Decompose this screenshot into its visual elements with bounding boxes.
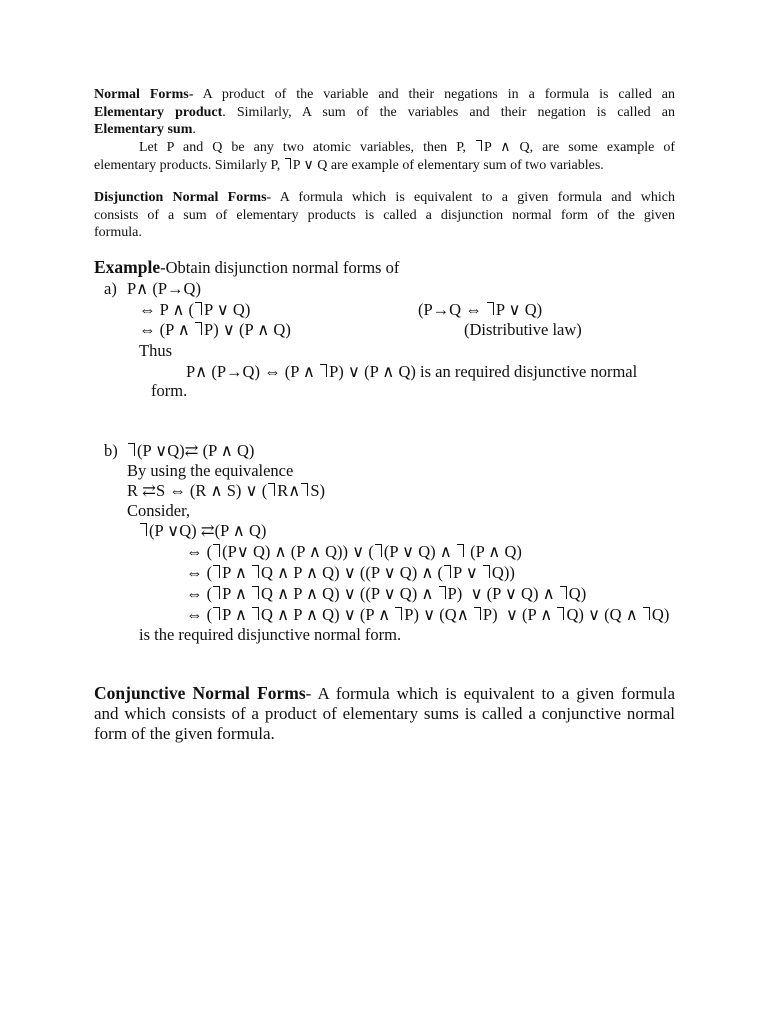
negation-symbol [439, 586, 446, 599]
dnf-def-line-2: consists of a sum of elementary products is called a disjunction normal form of the given [94, 208, 675, 223]
negation-symbol [213, 565, 220, 578]
negation-symbol [195, 322, 202, 335]
elementary-product-term: Elementary product [94, 105, 223, 120]
dnf-term: Disjunction Normal Forms [94, 190, 267, 205]
elementary-sum-term: Elementary sum [94, 122, 193, 137]
normal-forms-line-2: Elementary product. Similarly, A sum of the variables and their negation is called an [94, 105, 675, 120]
part-a-step-1: ⇔ P ∧ ( P ∨ Q) [139, 300, 251, 319]
normal-forms-term: Normal Forms- [94, 87, 194, 102]
part-b-consider-expr: (P ∨Q) ⇄(P ∧ Q) [139, 521, 266, 541]
xor-symbol: ⇄ [200, 521, 215, 540]
negation-symbol [301, 483, 308, 496]
negation-symbol [557, 607, 564, 620]
negation-symbol [195, 302, 202, 315]
negation-symbol [375, 544, 382, 557]
part-b-step-4: ⇔ ( P ∧ Q ∧ P ∧ Q) ∨ (P ∧ P) ∨ (Q∧ P) ∨ (P ∧ Q) ∨ (Q ∧ Q) [186, 605, 670, 624]
normal-forms-line-4: Let P and Q be any two atomic variables, then P, P ∧ Q, are some example of [139, 140, 675, 155]
negation-symbol [474, 607, 481, 620]
negation-symbol [444, 565, 451, 578]
cnf-term: Conjunctive Normal Forms [94, 683, 306, 703]
negation-symbol [252, 565, 259, 578]
part-b-label: b) [104, 441, 118, 460]
negation-symbol [476, 140, 482, 151]
part-a-thus: Thus [139, 341, 172, 360]
part-b-equivalence: R ⇄S ⇔ (R ∧ S) ∨ ( R∧ S) [127, 481, 325, 500]
negation-symbol [320, 364, 327, 377]
negation-symbol [128, 443, 135, 456]
negation-symbol [213, 586, 220, 599]
negation-symbol [285, 158, 291, 169]
negation-symbol [268, 483, 275, 496]
negation-symbol [213, 544, 220, 557]
part-b-expression: (P ∨Q)⇄ (P ∧ Q) [127, 441, 254, 461]
example-heading: Example-Obtain disjunction normal forms of [94, 257, 400, 277]
dnf-def-line-3: formula. [94, 225, 142, 240]
part-a-conclusion-end: form. [151, 381, 188, 400]
xor-symbol: ⇄ [142, 481, 156, 500]
cnf-def-line-1: Conjunctive Normal Forms- A formula which is equivalent to a given formula [94, 683, 675, 703]
part-a-step-2: ⇔ (P ∧ P) ∨ (P ∧ Q) [139, 320, 291, 339]
part-b-using: By using the equivalence [127, 461, 294, 480]
dnf-def-line-1: Disjunction Normal Forms- A formula which is equivalent to a given formula and which [94, 190, 675, 205]
part-b-consider: Consider, [127, 501, 191, 520]
negation-symbol [560, 586, 567, 599]
xor-symbol: ⇄ [184, 441, 199, 460]
negation-symbol [213, 607, 220, 620]
part-b-step-1: ⇔ ( (P∨ Q) ∧ (P ∧ Q)) ∨ ( (P ∨ Q) ∧ (P ∧ Q) [186, 542, 522, 561]
cnf-def-line-2: and which consists of a product of elementary sums is called a conjunctive normal [94, 704, 675, 723]
negation-symbol [395, 607, 402, 620]
normal-forms-line-1: Normal Forms- A product of the variable and their negations in a formula is called an [94, 87, 675, 102]
normal-forms-line-3: Elementary sum. [94, 122, 196, 137]
negation-symbol [643, 607, 650, 620]
part-a-conclusion: P∧ (P→Q) ⇔ (P ∧ P) ∨ (P ∧ Q) is an required disjunctive normal [186, 362, 638, 381]
part-a-step-2-note: (Distributive law) [464, 320, 582, 339]
negation-symbol [252, 607, 259, 620]
negation-symbol [252, 586, 259, 599]
normal-forms-line-5: elementary products. Similarly P, P ∨ Q are example of elementary sum of two variables. [94, 158, 604, 173]
part-a-label: a) [104, 279, 117, 298]
part-a-step-1-note: (P→Q ⇔ P ∨ Q) [418, 300, 543, 319]
part-b-final: is the required disjunctive normal form. [139, 625, 402, 644]
cnf-def-line-3: form of the given formula. [94, 724, 275, 743]
part-a-expression: P∧ (P→Q) [127, 279, 201, 298]
negation-symbol [487, 302, 494, 315]
negation-symbol [457, 544, 464, 557]
negation-symbol [483, 565, 490, 578]
part-b-step-2: ⇔ ( P ∧ Q ∧ P ∧ Q) ∨ ((P ∨ Q) ∧ ( P ∨ Q)) [186, 563, 515, 582]
part-b-step-3: ⇔ ( P ∧ Q ∧ P ∧ Q) ∨ ((P ∨ Q) ∧ P) ∨ (P ∨ Q) ∧ Q) [186, 584, 587, 603]
negation-symbol [140, 523, 147, 536]
